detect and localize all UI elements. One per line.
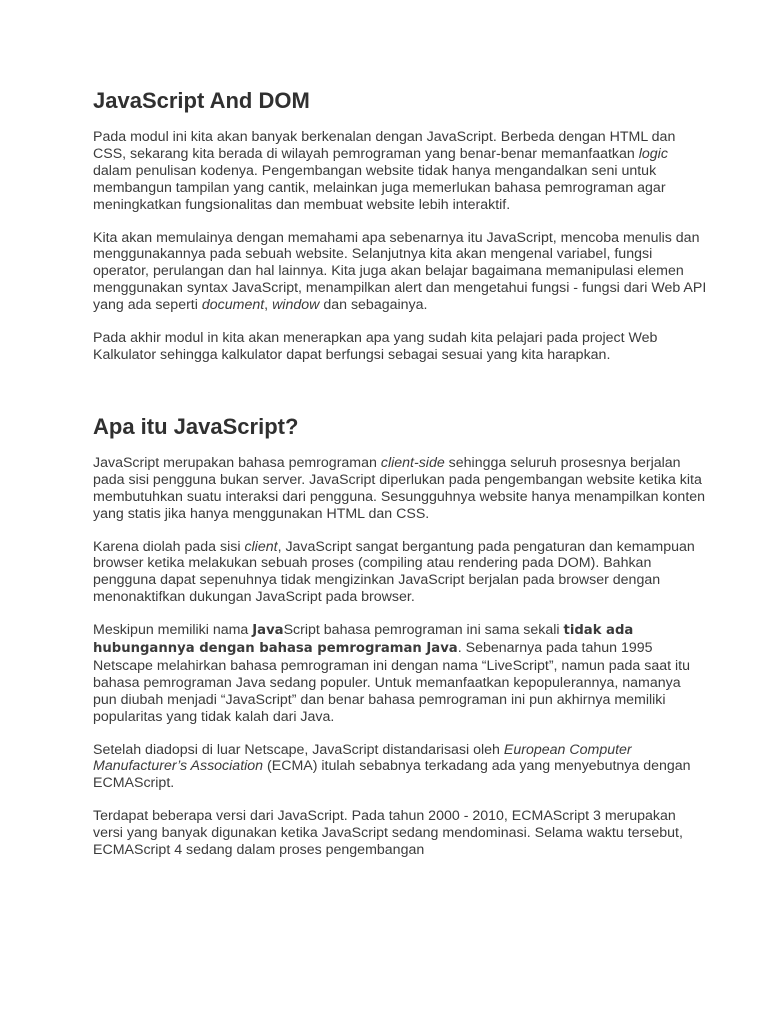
bold-text: Java (252, 623, 284, 639)
text-run: Meskipun memiliki nama (93, 622, 253, 639)
paragraph-browser (93, 539, 708, 607)
bold-text: tidak ada hubungannya dengan bahasa pemrograman Java (93, 623, 634, 657)
paragraph-history (93, 622, 708, 725)
section-title-javascript-and-dom: JavaScript And DOM (93, 88, 310, 113)
italic-text: client-side (380, 454, 445, 471)
text-run: Kita akan memulainya dengan memahami apa sebenarnya itu JavaScript, mencoba menulis dan menggunakannya pada sebuah website. Selanjutnya kita akan mengenal variabel, fungsi operator, perulangan dan hal lainnya. Kita juga akan belajar bagaimana memanipulasi elemen menggunakan syntax JavaScript, menampilkan alert dan mengetahui fungsi - fungsi dari Web API yang ada seperti (93, 229, 707, 314)
text-run: , (264, 297, 273, 314)
italic-text: document (201, 297, 265, 314)
text-run: Pada modul ini kita akan banyak berkenalan dengan JavaScript. Berbeda dengan HTML dan CSS, sekarang kita berada di wilayah pemrograman yang benar-benar memanfaatkan (93, 129, 676, 162)
paragraph-learning-plan (93, 230, 708, 315)
paragraph-ecma (93, 742, 708, 793)
text-run: JavaScript merupakan bahasa pemrograman (93, 454, 381, 471)
text-run: , JavaScript sangat bergantung pada pengaturan dan kemampuan browser ketika melakukan sebuah proses (compiling atau rendering pada DOM). Bahkan pengguna dapat sepenuhnya tidak mengizinkan JavaScript berjalan pada browser dengan menonaktifkan dukungan JavaScript pada browser. (93, 538, 695, 606)
text-run: Karena diolah pada sisi (93, 538, 245, 555)
paragraph-client-side (93, 455, 708, 523)
text-run: Setelah diadopsi di luar Netscape, JavaScript distandarisasi oleh (93, 741, 504, 758)
italic-text: European Computer Manufacturer’s Association (93, 741, 632, 775)
section-title-apa-itu-javascript: Apa itu JavaScript? (93, 413, 299, 439)
italic-text: logic (638, 145, 668, 162)
paragraph-versions: Terdapat beberapa versi dari JavaScript. Pada tahun 2000 - 2010, ECMAScript 3 merupakan versi yang banyak digunakan ketika JavaScript sedang mendominasi. Selama waktu tersebut, ECMAScript 4 sedang dalam proses pengembangan (93, 808, 683, 859)
text-run: (ECMA) itulah sebabnya terkadang ada yang menyebutnya dengan ECMAScript. (93, 758, 691, 792)
text-run: dalam penulisan kodenya. Pengembangan website tidak hanya mengandalkan seni untuk membangun tampilan yang cantik, melainkan juga memerlukan bahasa pemrograman agar meningkatkan fungsionalitas dan membuat website lebih interaktif. (93, 162, 666, 213)
text-run: sehingga seluruh prosesnya berjalan pada sisi pengguna bukan server. JavaScript diperlukan pada pengembangan website ketika kita membutuhkan suatu interaksi dari pengguna. Sesungguhnya website hanya menampilkan konten yang statis jika hanya menggunakan HTML dan CSS. (93, 454, 706, 522)
paragraph-intro (93, 129, 708, 214)
paragraph-project: Pada akhir modul in kita akan menerapkan apa yang sudah kita pelajari pada project Web Kalkulator sehingga kalkulator dapat berfungsi sebagai sesuai yang kita harapkan. (93, 330, 658, 363)
text-run: . Sebenarnya pada tahun 1995 Netscape melahirkan bahasa pemrograman ini dengan nama “LiveScript”, namun pada saat itu bahasa pemrograman Java sedang populer. Untuk memanfaatkan kepopulerannya, namanya pun diubah menjadi “JavaScript” dan benar bahasa pemrograman ini pun akhirnya memiliki popularitas yang tidak kalah dari Java. (93, 640, 691, 725)
text-run: dan sebagainya. (319, 297, 428, 314)
italic-text: client (244, 538, 278, 555)
italic-text: window (272, 297, 320, 314)
text-run: Script bahasa pemrograman ini sama sekali (283, 622, 564, 639)
